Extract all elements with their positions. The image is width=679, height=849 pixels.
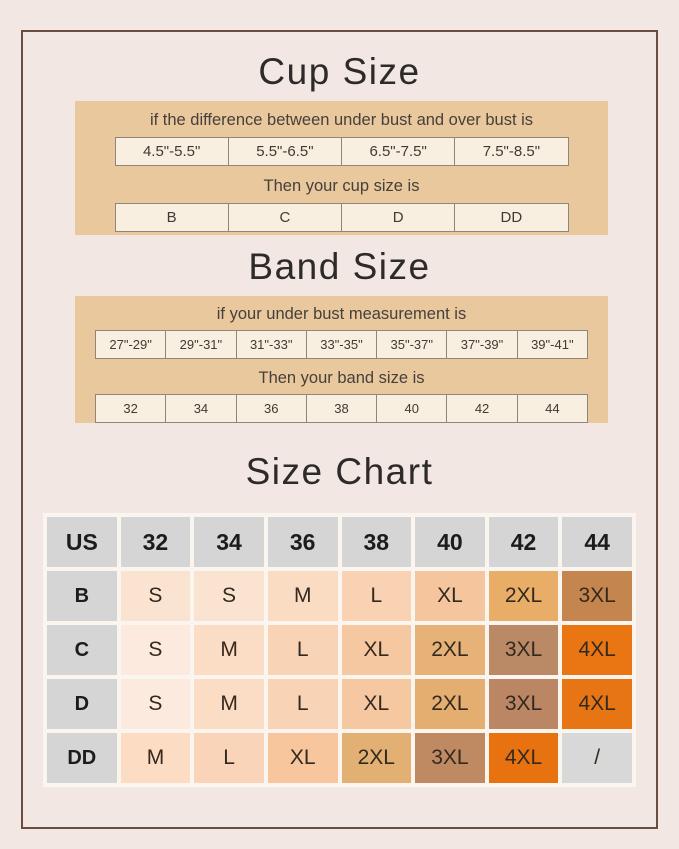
band-number-cell: 36 bbox=[236, 394, 307, 423]
band-range-cell: 31"-33" bbox=[236, 330, 307, 359]
size-value-cell: XL bbox=[342, 625, 412, 675]
band-range-cell: 29"-31" bbox=[165, 330, 236, 359]
size-value-cell: XL bbox=[342, 679, 412, 729]
size-row-label: DD bbox=[47, 733, 117, 783]
cup-letter-cell: B bbox=[115, 203, 229, 232]
band-range-row bbox=[95, 330, 588, 359]
size-row-label: C bbox=[47, 625, 117, 675]
size-value-cell: 4XL bbox=[562, 679, 632, 729]
size-col-header: 36 bbox=[268, 517, 338, 567]
size-value-cell: S bbox=[121, 625, 191, 675]
band-range-cell: 39"-41" bbox=[517, 330, 588, 359]
size-value-cell: / bbox=[562, 733, 632, 783]
cup-range-cell: 6.5"-7.5" bbox=[341, 137, 455, 166]
size-value-cell: L bbox=[268, 679, 338, 729]
cup-range-row bbox=[115, 137, 569, 166]
band-number-row bbox=[95, 394, 588, 423]
band-measure-header: if your under bust measurement is bbox=[216, 305, 467, 323]
size-row-label: D bbox=[47, 679, 117, 729]
size-value-cell: XL bbox=[415, 571, 485, 621]
cup-diff-header: if the difference between under bust and over bust is bbox=[149, 111, 534, 129]
cup-range-cell: 5.5"-6.5" bbox=[228, 137, 342, 166]
size-value-cell: M bbox=[268, 571, 338, 621]
cup-letter-cell: D bbox=[341, 203, 455, 232]
band-size-title: Band Size bbox=[248, 246, 431, 287]
cup-letter-cell: C bbox=[228, 203, 342, 232]
band-range-cell: 33"-35" bbox=[306, 330, 377, 359]
size-value-cell: 3XL bbox=[489, 625, 559, 675]
size-col-header: 38 bbox=[342, 517, 412, 567]
cup-range-cell: 4.5"-5.5" bbox=[115, 137, 229, 166]
size-value-cell: 2XL bbox=[415, 625, 485, 675]
band-number-cell: 44 bbox=[517, 394, 588, 423]
size-value-cell: L bbox=[342, 571, 412, 621]
size-value-cell: 2XL bbox=[342, 733, 412, 783]
cup-then-label: Then your cup size is bbox=[263, 177, 420, 195]
cup-size-panel bbox=[75, 101, 608, 235]
size-chart-table bbox=[43, 513, 636, 787]
band-number-cell: 34 bbox=[165, 394, 236, 423]
cup-range-cell: 7.5"-8.5" bbox=[454, 137, 568, 166]
size-value-cell: XL bbox=[268, 733, 338, 783]
band-number-cell: 32 bbox=[95, 394, 166, 423]
size-value-cell: M bbox=[121, 733, 191, 783]
size-col-header: 44 bbox=[562, 517, 632, 567]
size-value-cell: 2XL bbox=[489, 571, 559, 621]
size-row-label: B bbox=[47, 571, 117, 621]
size-value-cell: S bbox=[121, 679, 191, 729]
size-value-cell: 4XL bbox=[562, 625, 632, 675]
size-col-header: 34 bbox=[194, 517, 264, 567]
size-col-header: 32 bbox=[121, 517, 191, 567]
band-number-cell: 42 bbox=[446, 394, 517, 423]
size-value-cell: 3XL bbox=[489, 679, 559, 729]
size-value-cell: S bbox=[121, 571, 191, 621]
size-value-cell: 3XL bbox=[562, 571, 632, 621]
band-size-panel bbox=[75, 296, 608, 423]
band-number-cell: 38 bbox=[306, 394, 377, 423]
size-value-cell: 3XL bbox=[415, 733, 485, 783]
size-value-cell: M bbox=[194, 625, 264, 675]
band-number-cell: 40 bbox=[376, 394, 447, 423]
band-then-label: Then your band size is bbox=[258, 369, 425, 387]
size-value-cell: L bbox=[194, 733, 264, 783]
size-col-header: 42 bbox=[489, 517, 559, 567]
cup-letter-cell: DD bbox=[454, 203, 568, 232]
cup-size-title: Cup Size bbox=[258, 51, 421, 92]
size-value-cell: S bbox=[194, 571, 264, 621]
size-value-cell: M bbox=[194, 679, 264, 729]
band-range-cell: 27"-29" bbox=[95, 330, 166, 359]
size-col-header: 40 bbox=[415, 517, 485, 567]
size-value-cell: 2XL bbox=[415, 679, 485, 729]
size-chart-title: Size Chart bbox=[245, 451, 434, 492]
size-value-cell: L bbox=[268, 625, 338, 675]
band-range-cell: 37"-39" bbox=[446, 330, 517, 359]
size-value-cell: 4XL bbox=[489, 733, 559, 783]
size-col-header: US bbox=[47, 517, 117, 567]
cup-letter-row bbox=[115, 203, 569, 232]
band-range-cell: 35"-37" bbox=[376, 330, 447, 359]
